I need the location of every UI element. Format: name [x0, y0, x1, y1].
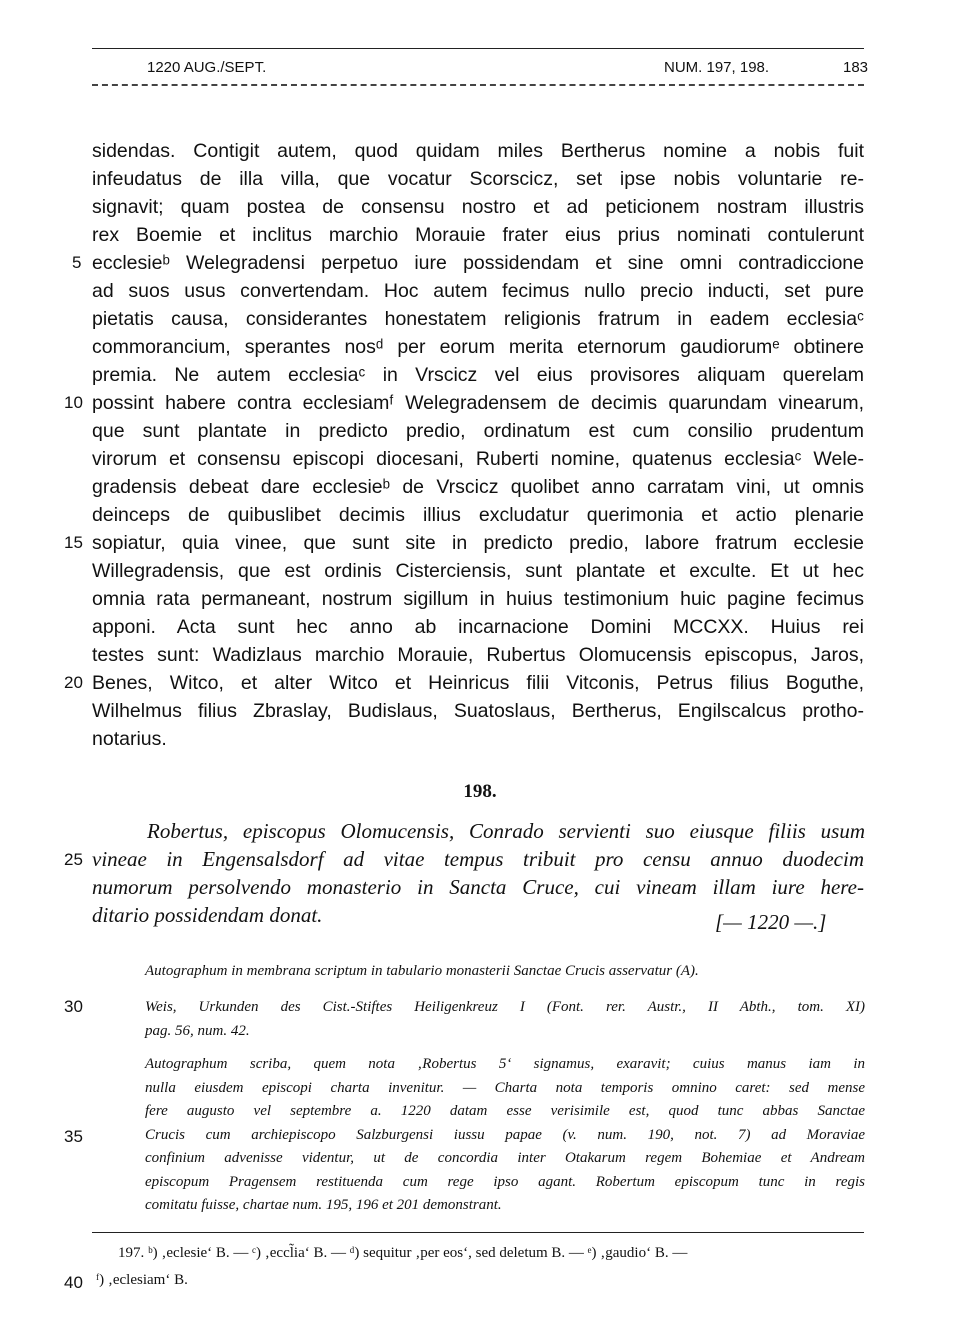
source-note-line: Autographum in membrana scriptum in tabulario monasterii Sanctae Crucis asservatur (A).: [145, 963, 699, 979]
commentary-note: [145, 1053, 865, 1218]
text-line: pietatis causa, considerantes honestatem religionis fratrum in eadem ecclesiaᶜ: [92, 308, 864, 330]
header-left: 1220 AUG./SEPT.: [147, 59, 267, 76]
regest-line: vineae in Engensalsdorf ad vitae tempus tribuit pro censu annuo duodecim: [92, 847, 864, 871]
text-line: infeudatus de illa villa, que vocatur Scorscicz, set ipse nobis voluntarie re-: [92, 168, 864, 190]
text-line: premia. Ne autem ecclesiaᶜ in Vrscicz vel eius provisores aliquam querelam: [92, 364, 864, 386]
page-number: 183: [843, 59, 869, 76]
footnote-rule: [92, 1232, 864, 1233]
text-line: gradensis debeat dare ecclesieᵇ de Vrscicz quolibet anno carratam vini, ut omnis: [92, 476, 864, 498]
text-line: commorancium, sperantes nosᵈ per eorum merita eternorum gaudiorumᵉ obtinere: [92, 336, 864, 358]
line-number: 5: [72, 253, 82, 272]
text-line: deinceps de quibuslibet decimis illius excludatur querimonia et actio plenarie: [92, 504, 864, 526]
text-line: virorum et consensu episcopi diocesani, Ruberti nomine, quatenus ecclesiaᶜ Wele-: [92, 448, 864, 470]
commentary-line: fere augusto vel septembre a. 1220 datam esse verisimile est, quod tunc abbas Sanctae: [145, 1103, 865, 1119]
text-line: Willegradensis, que est ordinis Cisterciensis, sunt plantate et exculte. Et ut hec: [92, 560, 864, 582]
footnote-line: ᶠ) ‚eclesiam‘ B.: [96, 1272, 188, 1288]
footnote-line: 197. ᵇ) ‚eclesie‘ B. — ᶜ) ‚eccl̃ia‘ B. — ᵈ) sequitur ‚per eos‘, sed deletum B. — ᵉ) ‚gaudio‘ B. —: [118, 1245, 688, 1261]
regest-line: numorum persolvendo monasterio in Sancta Cruce, cui vineam illam iure here-: [92, 875, 864, 899]
document-number: 198.: [463, 781, 497, 802]
text-line: sidendas. Contigit autem, quod quidam miles Bertherus nomine a nobis fuit: [92, 140, 864, 162]
line-number: 25: [64, 850, 83, 869]
text-line: Wilhelmus filius Zbraslay, Budislaus, Suatoslaus, Bertherus, Engilscalcus protho-: [92, 700, 864, 722]
line-number: 10: [64, 393, 83, 412]
text-line: omnia rata permaneant, nostrum sigillum in huius testimonium huic pagine fecimus: [92, 588, 864, 610]
regest-line: ditario possidendam donat.: [92, 903, 323, 927]
text-line: Benes, Witco, et alter Witco et Heinricus filii Vitconis, Petrus filius Boguthe,: [92, 672, 864, 694]
text-line: signavit; quam postea de consensu nostro et ad peticionem nostram illustris: [92, 196, 864, 218]
commentary-line: episcopum Pragensem restituenda cum rege ipso agant. Robertum episcopum tunc in regis: [145, 1173, 865, 1190]
text-line: ecclesieᵇ Welegradensi perpetuo iure possidendam et sine omni contradiccione: [92, 252, 864, 274]
text-line: rex Boemie et inclitus marchio Morauie frater eius prius nominati contulerunt: [92, 224, 864, 246]
commentary-line: Autographum scriba, quem nota ‚Robertus 5‘ signamus, exaravit; cuius manus iam in: [145, 1056, 865, 1072]
commentary-line: confinium advenisse videntur, ut de concordia inter Otakarum regem Bohemiae et Andream: [145, 1150, 865, 1166]
text-line: sopiatur, quia vinee, que sunt site in predicto predio, labore fratrum ecclesie: [92, 532, 864, 554]
text-line: que sunt plantate in predicto predio, ordinatum est cum consilio prudentum: [92, 420, 864, 442]
text-line: apponi. Acta sunt hec anno ab incarnacione Domini MCCXX. Huius rei: [92, 616, 864, 638]
header-bottom-rule: [92, 84, 864, 86]
source-note: [145, 960, 865, 984]
line-number: 40: [64, 1273, 83, 1292]
line-number: 30: [64, 997, 83, 1016]
edition-note-line: pag. 56, num. 42.: [145, 1022, 250, 1039]
text-line: testes sunt: Wadizlaus marchio Morauie, Rubertus Olomucensis episcopus, Jaros,: [92, 644, 864, 666]
edition-note: [145, 996, 865, 1043]
text-line: possint habere contra ecclesiamᶠ Welegradensem de decimis quarundam vinearum,: [92, 392, 864, 414]
line-number: 15: [64, 533, 83, 552]
line-number: 20: [64, 673, 83, 692]
regest-line: Robertus, episcopus Olomucensis, Conrado servienti suo eiusque filiis usum: [147, 819, 865, 843]
text-line: ad suos usus convertendam. Hoc autem fecimus nullo precio inducti, set pure: [92, 280, 864, 302]
header-center: NUM. 197, 198.: [664, 59, 770, 76]
commentary-line: comitatu fuisse, chartae num. 195, 196 et 201 demonstrant.: [145, 1197, 502, 1213]
line-number: 35: [64, 1127, 83, 1146]
document-date: [— 1220 —.]: [715, 910, 827, 934]
commentary-line: Crucis cum archiepiscopo Salzburgensi iussu papae (v. num. 190, not. 7) ad Moraviae: [145, 1126, 865, 1143]
header-top-rule: [92, 48, 864, 49]
edition-note-line: Weis, Urkunden des Cist.-Stiftes Heiligenkreuz I (Font. rer. Austr., II Abth., tom. XI): [145, 999, 865, 1015]
commentary-line: nulla eiusdem episcopi charta invenitur. — Charta nota temporis omnino caret: sed mense: [145, 1079, 865, 1096]
text-line: notarius.: [92, 728, 167, 750]
